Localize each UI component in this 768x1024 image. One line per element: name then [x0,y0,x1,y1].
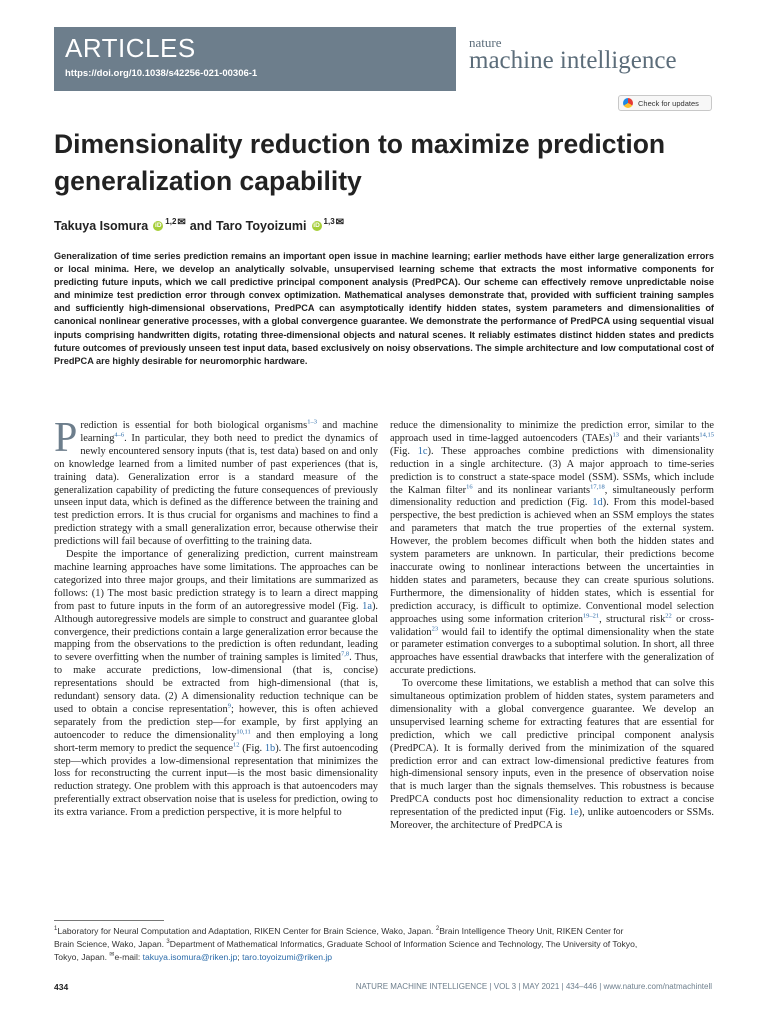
email-icon[interactable]: ✉ [335,216,345,228]
figure-ref[interactable]: 1d [592,497,603,509]
email-icon: ✉ [109,952,115,959]
text-run: . In particular, they both need to predict the dynamics of newly encountered sensory inputs (that is, test data) based on and only on knowledge learned from a limited number of past experiences (that is, training data). Generalization error is a standard measure of the generalization capability of predicting the future consequences of previously unseen input data, which is defined as the difference between the training and test prediction errors. It is thus crucial for organisms and machines to find a prediction strategy with a small generalization error, because otherwise their predictions will fail because of overfitting to the training data. [54,432,378,548]
email-link[interactable]: takuya.isomura@riken.jp [142,952,238,962]
text-run: or cross-validation [390,613,714,638]
footer-issue: MAY 2021 [522,982,560,991]
author-name[interactable]: Takuya Isomura [54,219,149,233]
citation-ref[interactable]: 12 [233,741,240,749]
footnote-text: Brain Science, Wako, Japan. [54,939,167,949]
text-run: . Thus, to make accurate predictions, low-dimensional (that is, concise) representations should be extracted from high-dimensional (that is, redundant) sensory data. (2) A dimensionality reduction technique can be used to obtain a concise representation [54,652,378,715]
article-title: Dimensionality reduction to maximize prediction generalization capability [54,129,666,196]
text-run: and machine learning [80,420,378,444]
check-updates-icon [623,98,633,108]
text-run: ). These approaches combine predictions with dimensionality reduction in a single architecture. (3) A major approach to time-series prediction is to construct a state-space model (SSM). SSMs, which include the Kalman filter [390,445,714,496]
footer-separator: | [596,982,604,991]
affil-number: 1 [54,926,58,933]
drop-cap: P [54,415,78,461]
figure-ref[interactable]: 1b [264,742,276,754]
running-footer [356,982,712,991]
footer-volume: VOL 3 [493,982,517,991]
footnote-line [54,925,724,938]
text-run: would fail to identify the optimal dimensionality when the state or parameter estimation converges to a suboptimal solution. In short, all three approaches have essential drawbacks that interfere with the generalization of accurate predictions. [390,626,714,677]
abstract: Generalization of time series prediction remains an important open issue in machine learning; earlier methods have either large generalization errors or local minima. Here, we develop an analytically solvable, unsupervised learning scheme that extracts the most informative components for predicting future inputs, which we call predictive principal component analysis (PredPCA). Our scheme can effectively remove unpredictable noise and minimize test prediction error through convex optimization. Mathematical analyses demonstrate that, provided with sufficient training samples and sufficiently high-dimensional observations, PredPCA can asymptotically identify hidden states, system parameters and dimensionalities of canonical nonlinear generative processes, with a global convergence guarantee. We demonstrate the performance of PredPCA using sequential visual inputs comprising handwritten digits, rotating three-dimensional objects and natural scenes. It reliably estimates distinct hidden states and predicts future outcomes of previously unseen test input data, based exclusively on noisy observations. The simple architecture and low computational cost of PredPCA are highly desirable for neuromorphic hardware. [54,251,714,366]
text-run: (Fig. [390,445,418,457]
citation-ref[interactable]: 23 [431,625,439,633]
orcid-icon[interactable]: iD [155,222,162,229]
footer-separator: | [516,982,523,991]
affiliation-sup: 1,2 [165,216,177,226]
citation-ref[interactable]: 14,15 [699,431,714,439]
citation-ref[interactable]: 10,11 [236,728,251,736]
section-banner [54,27,712,91]
body-paragraph [390,420,714,678]
email-icon[interactable]: ✉ [177,216,186,228]
footer-separator: | [487,982,494,991]
citation-ref[interactable]: 17,18 [590,483,605,491]
text-run: rediction is essential for both biological organisms [80,420,308,431]
affiliations-footnote [54,925,724,964]
affil-number: 3 [166,939,170,946]
citation-ref[interactable]: 1–3 [307,418,317,426]
text-run: , simultaneously perform dimensionality reduction and prediction (Fig. [390,484,714,509]
body-paragraph [54,415,378,549]
body-paragraph [390,678,714,833]
text-run: and then employing a long short-term memory to predict the sequence [54,729,378,754]
footer-pages: 434–446 [565,982,597,991]
affiliation-sup: 1,3 [323,216,335,226]
footnote-text: Brain Intelligence Theory Unit, RIKEN Center for [439,926,624,936]
footnote-text: Department of Mathematical Informatics, Graduate School of Information Science and Technology, The University of Tokyo, [169,939,638,949]
footnote-line [54,938,724,951]
footnote-text: Laboratory for Neural Computation and Adaptation, RIKEN Center for Brain Science, Wako, Japan. [57,926,436,936]
figure-ref[interactable]: 1c [417,445,428,457]
journal-prefix: nature [469,35,502,50]
email-separator: ; [237,952,243,962]
citation-ref[interactable]: 4–6 [114,431,125,439]
doi-link[interactable]: https://doi.org/10.1038/s42256-021-00306-1 [65,68,258,79]
body-paragraph [54,549,378,820]
text-run: , structural risk [599,613,666,625]
footer-separator: | [559,982,566,991]
author-connector: and [189,219,213,233]
text-run: ), unlike autoencoders or SSMs. Moreover, the architecture of PredPCA is [390,807,715,832]
text-run: To overcome these limitations, we establish a method that can solve this simultaneous optimization problem of hidden states, system parameters and dimensionality with a global convergence guarantee. We develop an unsupervised learning scheme for extracting features that are essential for prediction, which we call predictive principal component analysis (PredPCA). It is formally derived from the minimization of the squared prediction error and can extract low-dimensional predictive features from high-dimensional sensory inputs, even in the presence of observation noise that is much larger than the signals themselves. This robustness is because PredPCA conducts post hoc dimensionality reduction to extract a concise representation of the predicted input (Fig. [390,678,714,819]
text-run: ). From this model-based perspective, the best prediction is achieved when an SSM employs the states and parameters that match the true properties of the external system. However, the problem becomes difficult when both the hidden states and system parameters are unknown. In particular, their predictions become inaccurate owing to nonlinear interactions between the uncertainties in hidden states and parameters, because they can create spurious solutions. Furthermore, the dimensionality of hidden states, which is essential for prediction accuracy, is difficult to optimize. Conventional model selection approaches using some information criterion [390,497,714,625]
footnote-line [54,951,724,964]
citation-ref[interactable]: 13 [612,431,619,439]
citation-ref[interactable]: 16 [466,483,473,491]
text-run: ; however, this is often achieved separately from the prediction step—for example, by first applying an autoencoder to reduce the dimensionality [54,703,378,741]
text-run: Despite the importance of generalizing prediction, current mainstream machine learning approaches have some limitations. The approaches can be categorized into three major groups, and their limitations are summarized as follows: (1) The most basic prediction strategy is to learn a direct mapping from past to future inputs in the form of an autoregressive model (Fig. [54,549,378,612]
figure-ref[interactable]: 1e [568,807,579,819]
affil-number: 2 [435,926,440,933]
orcid-icon[interactable]: iD [313,222,320,229]
citation-ref[interactable]: 19–21 [582,612,600,620]
footnote-text: Tokyo, Japan. [54,952,110,962]
email-label: e-mail: [114,952,143,962]
check-updates-button[interactable] [618,95,712,111]
page-number: 434 [54,982,69,992]
text-run: ). The first autoencoding step—which provides a low-dimensional representation that minimizes the loss for reconstructing the current input—is the most basic dimensionality reduction strategy. One problem with this approach is that autoencoders may preferentially extract observation noise that is useless for prediction, owing to its extra variance. From a prediction perspective, it is more helpful to [54,742,379,819]
email-link[interactable]: taro.toyoizumi@riken.jp [242,952,333,962]
section-label: ARTICLES [65,33,196,63]
citation-ref[interactable]: 22 [665,612,672,620]
check-updates-label: Check for updates [638,98,699,108]
text-run: and its nonlinear variants [472,484,591,496]
citation-ref[interactable]: 7,8 [341,650,350,658]
journal-logo[interactable] [456,27,712,91]
body-column-left [54,415,379,820]
author-name[interactable]: Taro Toyoizumi [216,219,307,233]
author-list [54,216,345,233]
footer-journal: NATURE MACHINE INTELLIGENCE [355,982,488,991]
body-column-right [390,420,714,833]
footnote-divider [54,920,164,921]
journal-name: machine intelligence [469,47,677,74]
text-run: ). Although autoregressive models are simple to construct and guarantee global convergence, their predictions contain a large generalization error because the mapping from the observations to the prediction is often redundant, leading to severe overfitting when the number of training samples is limited [54,600,378,664]
text-run: and their variants [618,432,700,444]
text-run: reduce the dimensionality to minimize the prediction error, similar to the approach used in time-lagged autoencoders (TAEs) [390,420,714,444]
figure-ref[interactable]: 1a [362,600,372,612]
footer-url[interactable]: www.nature.com/natmachintell [603,982,712,991]
citation-ref[interactable]: 9 [227,702,231,710]
text-run: (Fig. [239,742,265,754]
